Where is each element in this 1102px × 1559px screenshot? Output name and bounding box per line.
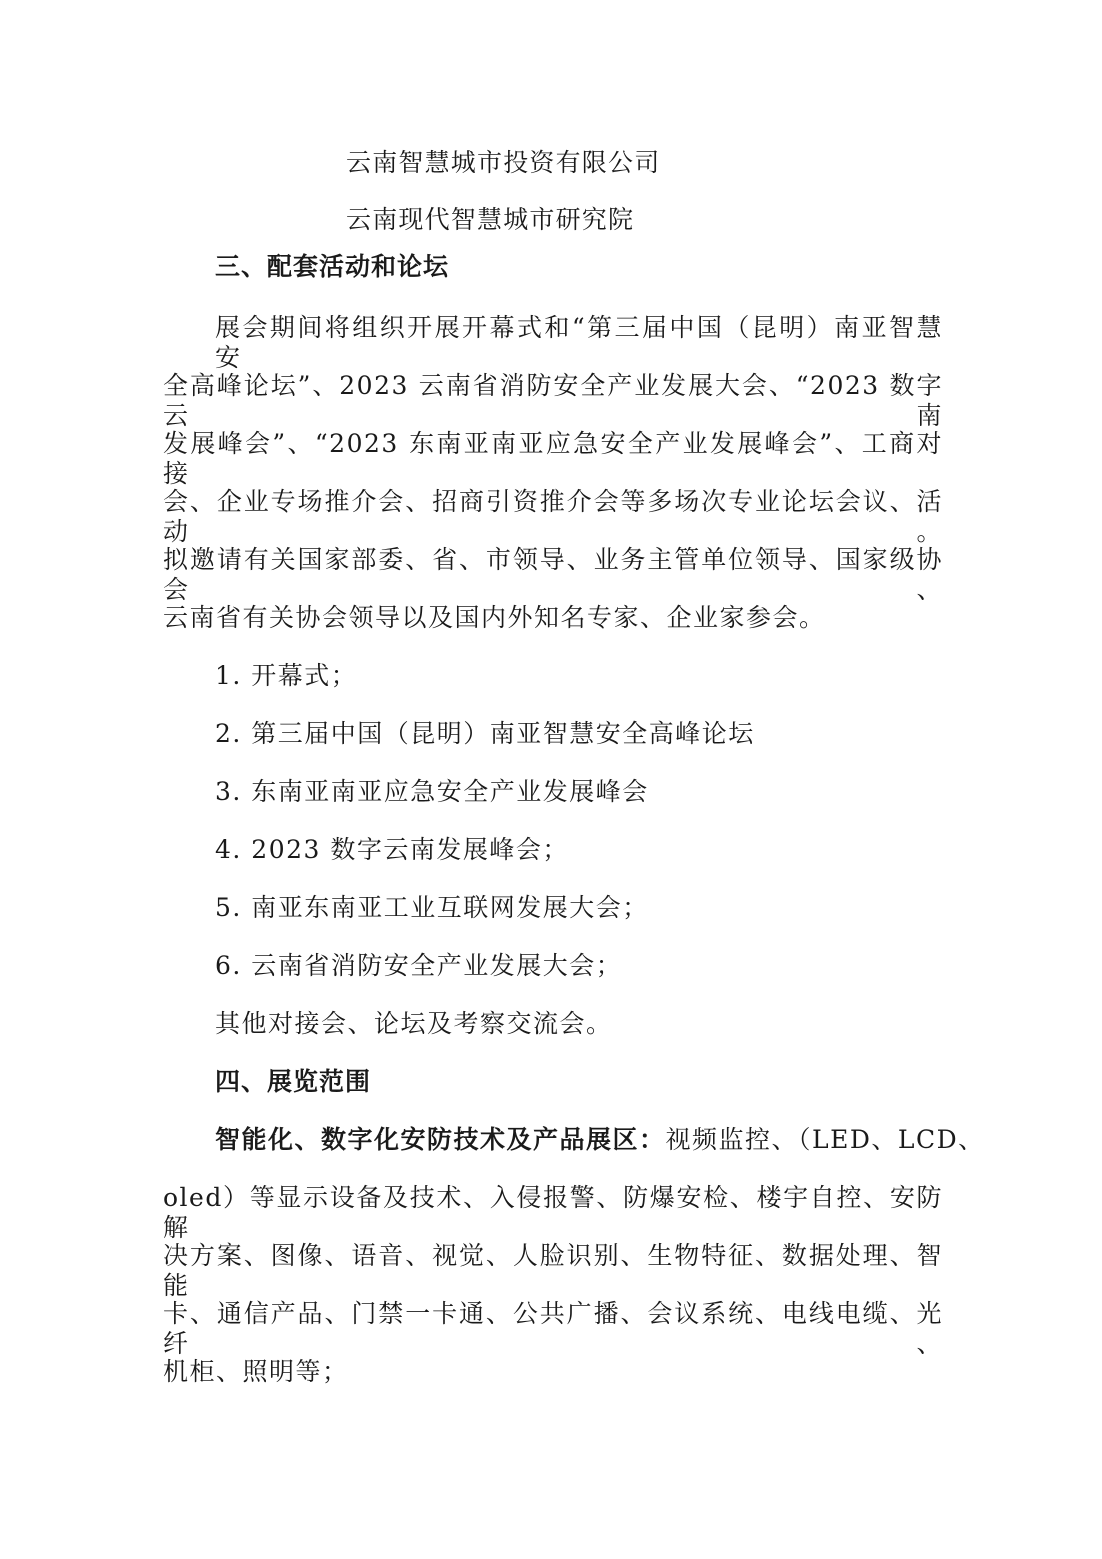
paragraph-line: oled）等显示设备及技术、入侵报警、防爆安检、楼宇自控、安防解 <box>163 1183 943 1242</box>
list-item: 5. 南亚东南亚工业互联网发展大会； <box>215 893 649 922</box>
list-item: 2. 第三届中国（昆明）南亚智慧安全高峰论坛 <box>215 719 755 748</box>
paragraph-line: 发展峰会”、“2023 东南亚南亚应急安全产业发展峰会”、工商对接 <box>163 429 943 488</box>
list-item: 1. 开幕式； <box>215 661 358 690</box>
list-item: 3. 东南亚南亚应急安全产业发展峰会 <box>215 777 649 806</box>
paragraph-line: 拟邀请有关国家部委、省、市领导、业务主管单位领导、国家级协会、 <box>163 545 943 604</box>
closing-line: 其他对接会、论坛及考察交流会。 <box>215 1009 613 1038</box>
exhibit-zone-label: 智能化、数字化安防技术及产品展区： <box>215 1125 666 1154</box>
paragraph-line: 卡、通信产品、门禁一卡通、公共广播、会议系统、电线电缆、光纤、 <box>163 1299 943 1358</box>
exhibit-zone-text: 视频监控、（LED、LCD、 <box>665 1125 985 1154</box>
organizer-name-2: 云南现代智慧城市研究院 <box>346 205 635 234</box>
section-4-heading: 四、展览范围 <box>215 1067 372 1096</box>
paragraph-line: 机柜、照明等； <box>163 1357 349 1386</box>
list-item: 4. 2023 数字云南发展峰会； <box>215 835 569 864</box>
section-3-heading: 三、配套活动和论坛 <box>215 252 450 281</box>
paragraph-line: 会、企业专场推介会、招商引资推介会等多场次专业论坛会议、活动。 <box>163 487 943 546</box>
paragraph-line: 展会期间将组织开展开幕式和“第三届中国（昆明）南亚智慧安 <box>215 313 943 372</box>
list-item: 6. 云南省消防安全产业发展大会； <box>215 951 623 980</box>
paragraph-line: 决方案、图像、语音、视觉、人脸识别、生物特征、数据处理、智能 <box>163 1241 943 1300</box>
paragraph-line: 云南省有关协会领导以及国内外知名专家、企业家参会。 <box>163 603 826 632</box>
paragraph-line: 全高峰论坛”、2023 云南省消防安全产业发展大会、“2023 数字云南 <box>163 371 943 430</box>
organizer-name-1: 云南智慧城市投资有限公司 <box>346 148 661 177</box>
exhibit-zone-first-line <box>215 1125 985 1155</box>
